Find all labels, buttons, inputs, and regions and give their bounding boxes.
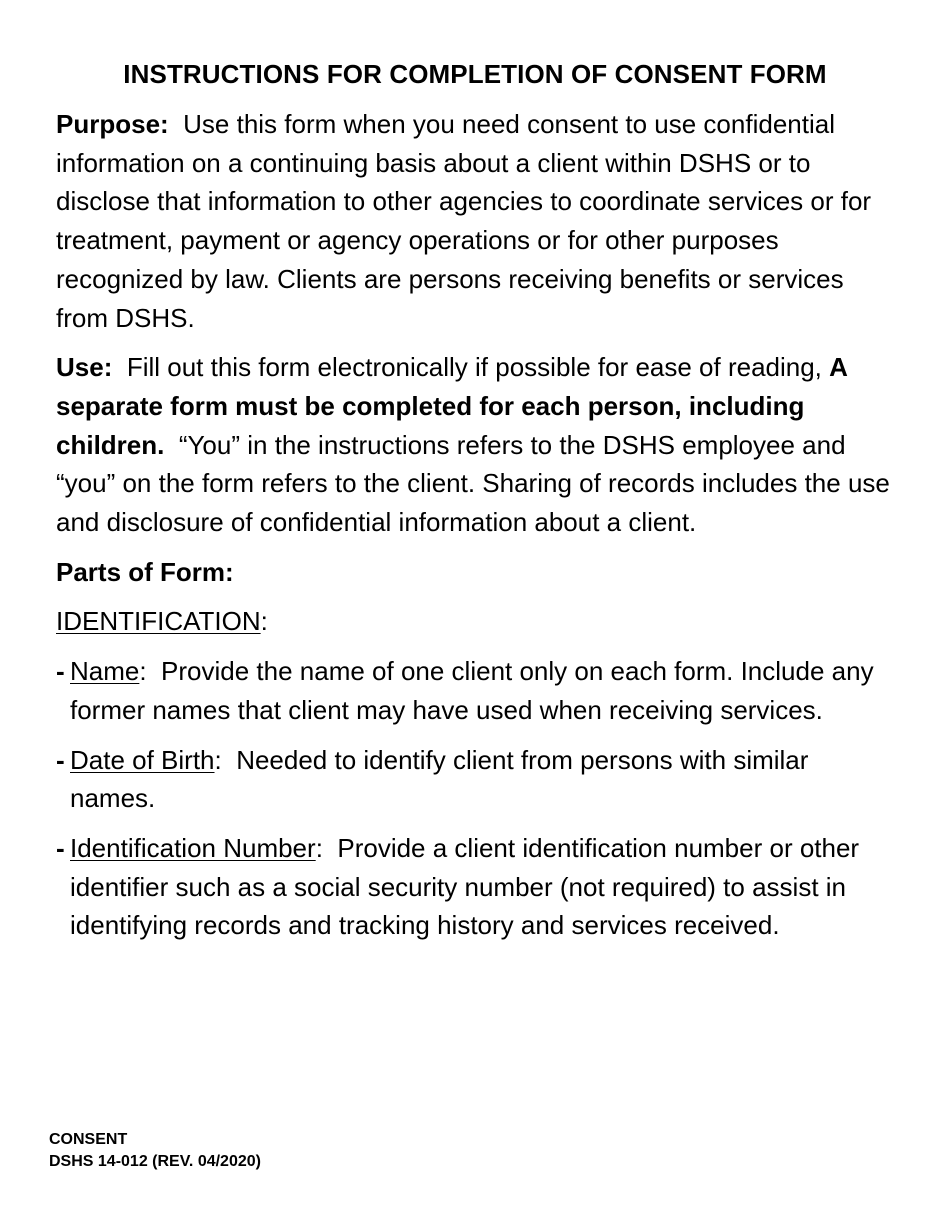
item-term: Identification Number [70,832,316,863]
parts-of-form-heading: Parts of Form: [56,556,234,587]
item-text: Provide the name of one client only on each form. Include any former names that client may have used when receiving services. [70,656,874,725]
form-footer [49,1129,261,1173]
list-item-name: - Name: Provide the name of one client only on each form. Include any former names that client may have used when receiving services. [56,652,896,729]
bullet-dash: - [56,832,65,863]
item-text: Needed to identify client from persons with similar names. [70,744,809,814]
bullet-dash: - [56,744,65,775]
footer-form-number: DSHS 14-012 (REV. 04/2020) [49,1153,261,1170]
use-text: Fill out this form electronically if possible for ease of reading, [126,352,822,383]
identification-heading [56,602,896,641]
use-label: Use: [56,352,113,383]
use-bold-text: A separate form must be completed for each person, including children. [56,352,847,460]
use-paragraph [56,348,896,542]
purpose-paragraph [56,105,896,337]
bullet-dash: - [56,656,65,687]
purpose-label: Purpose: [56,109,169,139]
document-body [56,105,896,956]
identification-heading-label: IDENTIFICATION [56,606,261,637]
item-term: Name [70,656,140,687]
list-item-identification-number: - Identification Number: Provide a client identification number or other identifier such as a social security number (not required) to assist in identifying records and tracking history and services received. [56,829,896,945]
list-item-date-of-birth: - Date of Birth: Needed to identify client from persons with similar names. [56,741,896,818]
purpose-text: Use this form when you need consent to use confidential information on a continuing basis about a client within DSHS or to disclose that information to other agencies to coordinate services or for treatment, payment or agency operations or for other purposes recognized by law. Clients are persons receiving benefits or services from DSHS. [56,109,872,333]
identification-heading-colon: : [260,606,268,637]
item-term: Date of Birth [70,744,215,775]
page-title: INSTRUCTIONS FOR COMPLETION OF CONSENT FORM [123,59,827,89]
footer-form-name: CONSENT [49,1131,128,1148]
item-text: Provide a client identification number or other identifier such as a social security number (not required) to assist in identifying records and tracking history and services received. [70,832,860,941]
use-text-continued: “You” in the instructions refers to the DSHS employee and “you” on the form refers to the client. Sharing of records includes the use and disclosure of confidential information about a client. [56,429,890,538]
